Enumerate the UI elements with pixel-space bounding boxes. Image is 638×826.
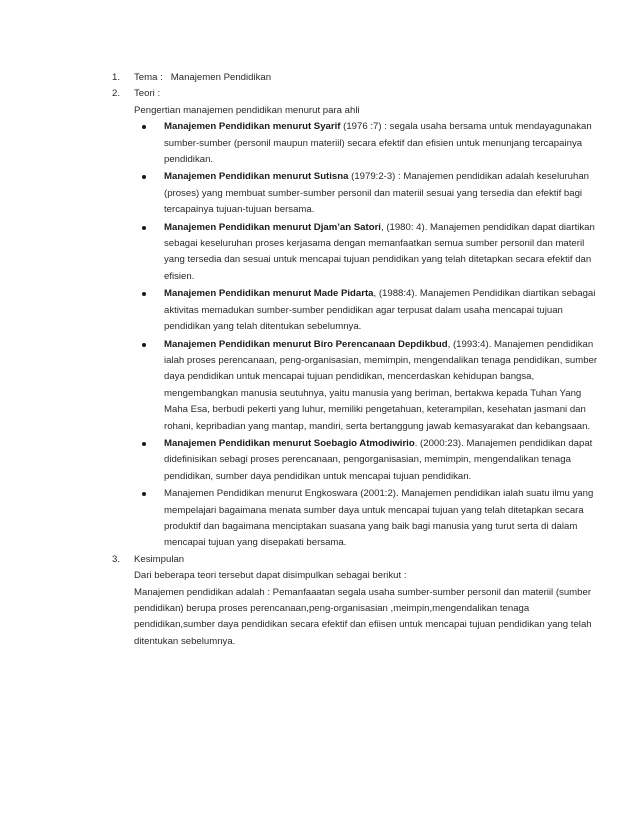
bullet-icon	[142, 442, 146, 446]
teori-bullet-list	[112, 119, 598, 552]
list-item	[138, 119, 598, 168]
list-item	[138, 169, 598, 218]
teori-heading: Teori :	[134, 88, 161, 100]
list-item	[138, 486, 598, 552]
bullet-text: (1979:2-3) : Manajemen pendidikan adalah keseluruhan (proses) yang membuat sumber-sumber personil dan materiil sesuai yang tersedia dan efektif bagi tercapainya tujuan-tujuan bersama.	[164, 171, 589, 216]
bullet-icon	[142, 125, 146, 129]
bullet-bold: Manajemen Pendidikan menurut Sutisna	[164, 171, 349, 183]
bullet-bold: Manajemen Pendidikan menurut Syarif	[164, 121, 341, 133]
item-kesimpulan	[112, 552, 598, 650]
kesimpulan-heading: Kesimpulan	[134, 553, 185, 565]
bullet-text: , (1993:4). Manajemen pendidikan ialah proses perencanaan, peng-organisasian, memimpin, mengendalikan tenaga pendidikan, sumber daya pendidikan untuk mencapai tujuan pendidikan, mencerdaskan kehidupan bangsa, mengembangkan manusia seutuhnya, yaitu manusia yang beriman, bertakwa kepada Tuhan Yang Maha Esa, berbudi pekerti yang luhur, memiliki pengetahuan, keterampilan, kesehatan jasmani dan rohani, kepribadian yang mantap, mandiri, serta bertanggung jawab kemasyarakat dan kebangsaan.	[164, 338, 598, 432]
item-number: 2.	[112, 88, 121, 100]
bullet-text: , (1988:4). Manajemen Pendidikan diartikan sebagai aktivitas memadukan sumber-sumber pendidikan agar terpusat dalam usaha mencapai tujuan pendidikan yang telah ditentukan sebelumnya.	[164, 288, 596, 333]
bullet-icon	[142, 343, 146, 347]
item-number: 3.	[112, 553, 121, 565]
bullet-bold: Manajemen Pendidikan menurut Soebagio Atmodiwirio	[164, 437, 415, 449]
item-teori	[112, 86, 598, 119]
bullet-text: Manajemen Pendidikan menurut Engkoswara (2001:2). Manajemen pendidikan ialah suatu ilmu yang mempelajari bagaimana menata sumber daya untuk mencapai tujuan yang telah ditetapkan secara produktif dan bagaimana menciptakan suasana yang baik bagi manusia yang turut serta di dalam mencapai tujuan yang disepakati bersama.	[164, 488, 594, 549]
bullet-icon	[142, 226, 146, 230]
bullet-icon	[142, 492, 146, 496]
bullet-text: , (1980: 4). Manajemen pendidikan dapat diartikan sebagai keseluruhan proses kerjasama dengan memanfaatkan semua sumber personil dan materil yang tersedia dan sesuai untuk mencapai tujuan pendidikan yang telah ditetapkan secara efektif dan efisien.	[164, 221, 595, 282]
teori-subheading: Pengertian manajemen pendidikan menurut para ahli	[134, 104, 360, 116]
bullet-text: (1976 :7) : segala usaha bersama untuk mendayagunakan sumber-sumber (personil maupun materiil) secara efektif dan efisien untuk menunjang tercapainya pendidikan.	[164, 121, 592, 166]
item-tema	[112, 70, 598, 86]
list-item	[138, 220, 598, 286]
kesimpulan-body: Manajemen pendidikan adalah : Pemanfaaatan segala usaha sumber-sumber personil dan materiil (sumber pendidikan) berupa proses perencanaan,peng-organisasian ,meimpin,mengendalikan tenaga pendidikan,sumber daya pendidikan secara efektif dan efiisen untuk mencapai tujuan pendidikan yang telah ditentukan sebelumnya.	[134, 586, 592, 647]
list-item	[138, 337, 598, 435]
kesimpulan-intro: Dari beberapa teori tersebut dapat disimpulkan sebagai berikut :	[134, 570, 407, 582]
list-item	[138, 286, 598, 335]
bullet-bold: Manajemen Pendidikan menurut Djam’an Satori	[164, 221, 381, 233]
bullet-icon	[142, 175, 146, 179]
tema-text: Tema : Manajemen Pendidikan	[134, 72, 272, 83]
list-item	[138, 436, 598, 485]
bullet-text: . (2000:23). Manajemen pendidikan dapat didefinisikan sebagi proses perencanaan, pengorganisasian, memimpin, mengendalikan tenaga pendidikan, sumber daya pendidikan untuk mencapai tujuan pendidikan.	[164, 437, 593, 482]
bullet-bold: Manajemen Pendidikan menurut Made Pidarta	[164, 288, 374, 300]
item-number: 1.	[112, 72, 121, 83]
bullet-icon	[142, 292, 146, 296]
bullet-bold: Manajemen Pendidikan menurut Biro Perencanaan Depdikbud	[164, 338, 448, 350]
